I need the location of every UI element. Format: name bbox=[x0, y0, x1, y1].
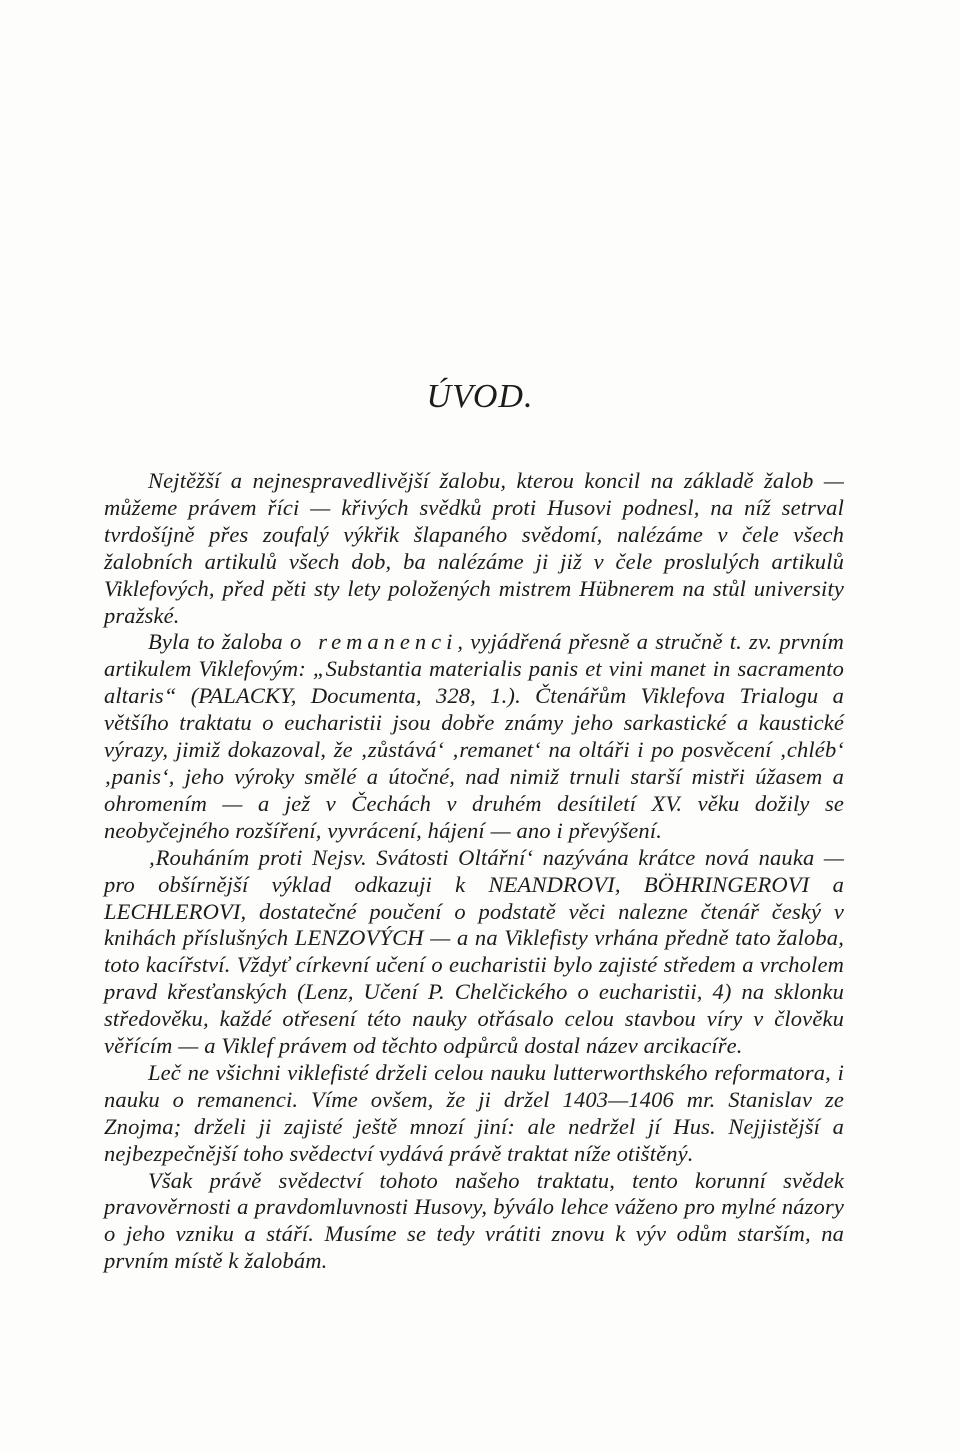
paragraph-4-text: Leč ne všichni viklefisté drželi celou nauku lutterworthského reformatora, i nauku o remanenci. Víme ovšem, že ji držel 1403—1406 mr. Stanislav ze Znojma; drželi ji zajisté ještě mnozí jiní: ale nedržel jí Hus. Nejjistější a nejbezpečnější toho svědectví vydává právě traktat níže otištěný. bbox=[104, 1059, 844, 1166]
paragraph-2-text-after: , vyjádřená přesně a stručně t. zv. prvním artikulem Viklefovým: „Substantia materialis panis et vini manet in sacramento altaris“ (PALACKY, Documenta, 328, 1.). Čtenářům Viklefova Trialogu a většího traktatu o eucharistii jsou dobře známy jeho sarkastické a kaustické výrazy, jimiž dokazoval, že ‚zůstává‘ ‚remanet‘ na oltáři i po posvěcení ‚chléb‘ ‚panis‘, jeho výroky smělé a útočné, nad nimiž trnuli starší mistři úžasem a ohromením — a jež v Čechách v druhém desítiletí XV. věku dožily se neobyčejného rozšíření, vyvrácení, hájení — ano i převýšení. bbox=[104, 629, 844, 843]
paragraph-1 bbox=[104, 468, 844, 629]
paragraph-2-emphasis: o remanenci bbox=[289, 629, 458, 655]
paragraph-3-text: ‚Rouháním proti Nejsv. Svátosti Oltářní‘ nazývána krátce nová nauka — pro obšírnější výklad odkazuji k NEANDROVI, BÖHRINGEROVI a LECHLEROVI, dostatečné poučení o podstatě věci nalezne čtenář český v knihách příslušných LENZOVÝCH — a na Viklefisty vrhána předně tato žaloba, toto kacířství. Vždyť církevní učení o eucharistii bylo zajisté středem a vrcholem pravd křesťanských (Lenz, Učení P. Chelčického o eucharistii, 4) na sklonku středověku, každé otřesení této nauky otřásalo celou stavbou víry v člověku věřícím — a Viklef právem od těchto odpůrců dostal název arcikacíře. bbox=[104, 844, 844, 1059]
paragraph-2-text-before: Byla to žaloba bbox=[148, 629, 290, 655]
paragraph-5-text: Však právě svědectví tohoto našeho traktatu, tento korunní svědek pravověrnosti a pravdomluvnosti Husovy, býválo lehce váženo pro mylné názory o jeho vzniku a stáří. Musíme se tedy vrátiti znovu k výv odům starším, na prvním místě k žalobám. bbox=[104, 1167, 844, 1274]
chapter-body bbox=[104, 468, 844, 1275]
paragraph-2 bbox=[104, 629, 844, 844]
paragraph-5 bbox=[104, 1168, 844, 1276]
paragraph-3 bbox=[104, 845, 844, 1060]
chapter-title: ÚVOD. bbox=[426, 378, 534, 415]
paragraph-4 bbox=[104, 1060, 844, 1168]
paragraph-1-text: Nejtěžší a nejnespravedlivější žalobu, kterou koncil na základě žalob — můžeme právem říci — křivých svědků proti Husovi podnesl, na níž setrval tvrdošíjně přes zoufalý výkřik šlapaného svědomí, nalézáme v čele všech žalobních artikulů všech dob, ba nalézáme ji již v čele proslulých artikulů Viklefových, před pěti sty lety položených mistrem Hübnerem na stůl university pražské. bbox=[104, 468, 844, 628]
